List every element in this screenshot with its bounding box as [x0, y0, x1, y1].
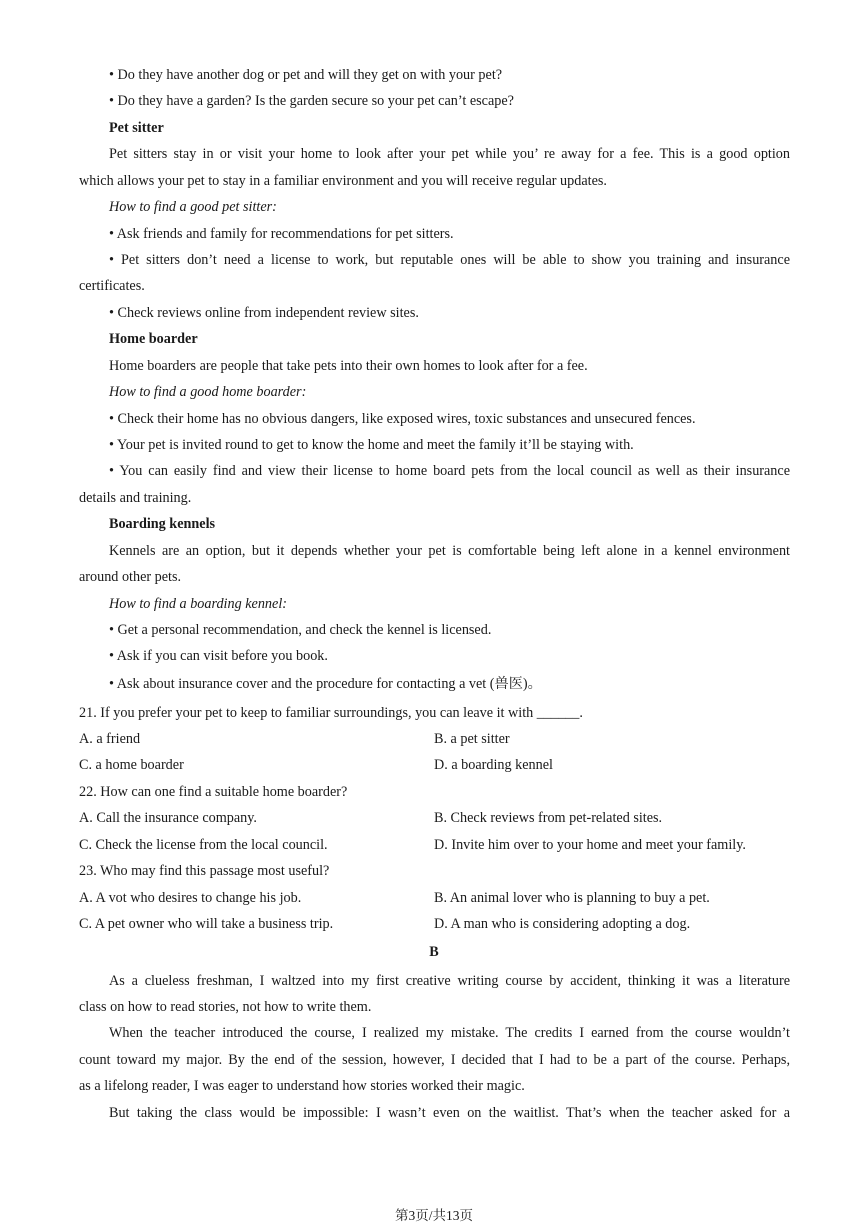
passage-b-line: But taking the class would be impossible: I wasn’t even on the waitlist. That’s when the teacher asked for a	[109, 1105, 790, 1121]
question-option: D. A man who is considering adopting a dog.	[434, 916, 691, 932]
question-option: C. A pet owner who will take a business trip.	[79, 916, 334, 932]
question-stem: 21. If you prefer your pet to keep to familiar surroundings, you can leave it with ______.	[79, 705, 583, 721]
question-option: B. An animal lover who is planning to buy a pet.	[434, 890, 710, 906]
passage-b-line: class on how to read stories, not how to write them.	[79, 999, 372, 1015]
kennels-paragraph-line: around other pets.	[79, 569, 182, 585]
home-question-bullet: • Do they have another dog or pet and will they get on with your pet?	[109, 67, 503, 83]
home-boarder-howto: How to find a good home boarder:	[109, 384, 307, 400]
kennels-paragraph-line: Kennels are an option, but it depends whether your pet is comfortable being left alone in a kennel environment	[109, 543, 790, 559]
question-option: C. a home boarder	[79, 757, 184, 773]
question-option: A. Call the insurance company.	[79, 810, 257, 826]
section-heading-boarding-kennels: Boarding kennels	[109, 516, 216, 532]
kennels-bullet: • Get a personal recommendation, and check the kennel is licensed.	[109, 622, 492, 638]
section-heading-home-boarder: Home boarder	[109, 331, 198, 347]
question-stem: 22. How can one find a suitable home boarder?	[79, 784, 348, 800]
question-stem: 23. Who may find this passage most useful?	[79, 863, 330, 879]
pet-sitter-howto: How to find a good pet sitter:	[109, 199, 277, 215]
passage-b-line: When the teacher introduced the course, I realized my mistake. The credits I earned from the course wouldn’t	[109, 1025, 790, 1041]
page-indicator: 第3页/共13页	[394, 1208, 473, 1223]
kennels-bullet: • Ask about insurance cover and the procedure for contacting a vet (兽医)。	[109, 676, 542, 692]
question-option: B. a pet sitter	[434, 731, 510, 747]
home-boarder-bullet: • Check their home has no obvious dangers, like exposed wires, toxic substances and unsecured fences.	[109, 411, 696, 427]
passage-b-line: As a clueless freshman, I waltzed into my first creative writing course by accident, thinking it was a literature	[109, 973, 790, 989]
kennels-howto: How to find a boarding kennel:	[109, 596, 287, 612]
pet-sitter-bullet: • Ask friends and family for recommendations for pet sitters.	[109, 226, 454, 242]
home-boarder-bullet: • Your pet is invited round to get to know the home and meet the family it’ll be staying with.	[109, 437, 634, 453]
question-option: D. Invite him over to your home and meet your family.	[434, 837, 746, 853]
question-option: B. Check reviews from pet-related sites.	[434, 810, 663, 826]
pet-sitter-bullet: • Check reviews online from independent review sites.	[109, 305, 419, 321]
passage-b-line: as a lifelong reader, I was eager to understand how stories worked their magic.	[79, 1078, 525, 1094]
question-option: A. A vot who desires to change his job.	[79, 890, 302, 906]
question-option: A. a friend	[79, 731, 141, 747]
home-boarder-bullet: • You can easily find and view their license to home board pets from the local council as well as their insurance	[109, 463, 790, 479]
passage-b-line: count toward my major. By the end of the session, however, I decided that I had to be a part of the course. Perhaps,	[79, 1052, 790, 1068]
passage-label: B	[429, 944, 439, 960]
home-question-bullet: • Do they have a garden? Is the garden secure so your pet can’t escape?	[109, 93, 514, 109]
kennels-bullet: • Ask if you can visit before you book.	[109, 648, 328, 664]
home-boarder-paragraph: Home boarders are people that take pets into their own homes to look after for a fee.	[109, 358, 588, 374]
section-heading-pet-sitter: Pet sitter	[109, 120, 164, 136]
question-option: D. a boarding kennel	[434, 757, 553, 773]
home-boarder-bullet-continuation: details and training.	[79, 490, 192, 506]
pet-sitter-bullet: • Pet sitters don’t need a license to work, but reputable ones will be able to show you training and insurance	[109, 252, 790, 268]
question-option: C. Check the license from the local council.	[79, 837, 328, 853]
pet-sitter-paragraph-line: Pet sitters stay in or visit your home to look after your pet while you’ re away for a fee. This is a good option	[109, 146, 790, 162]
pet-sitter-paragraph-line: which allows your pet to stay in a familiar environment and you will receive regular updates.	[79, 173, 607, 189]
pet-sitter-bullet-continuation: certificates.	[79, 278, 145, 294]
